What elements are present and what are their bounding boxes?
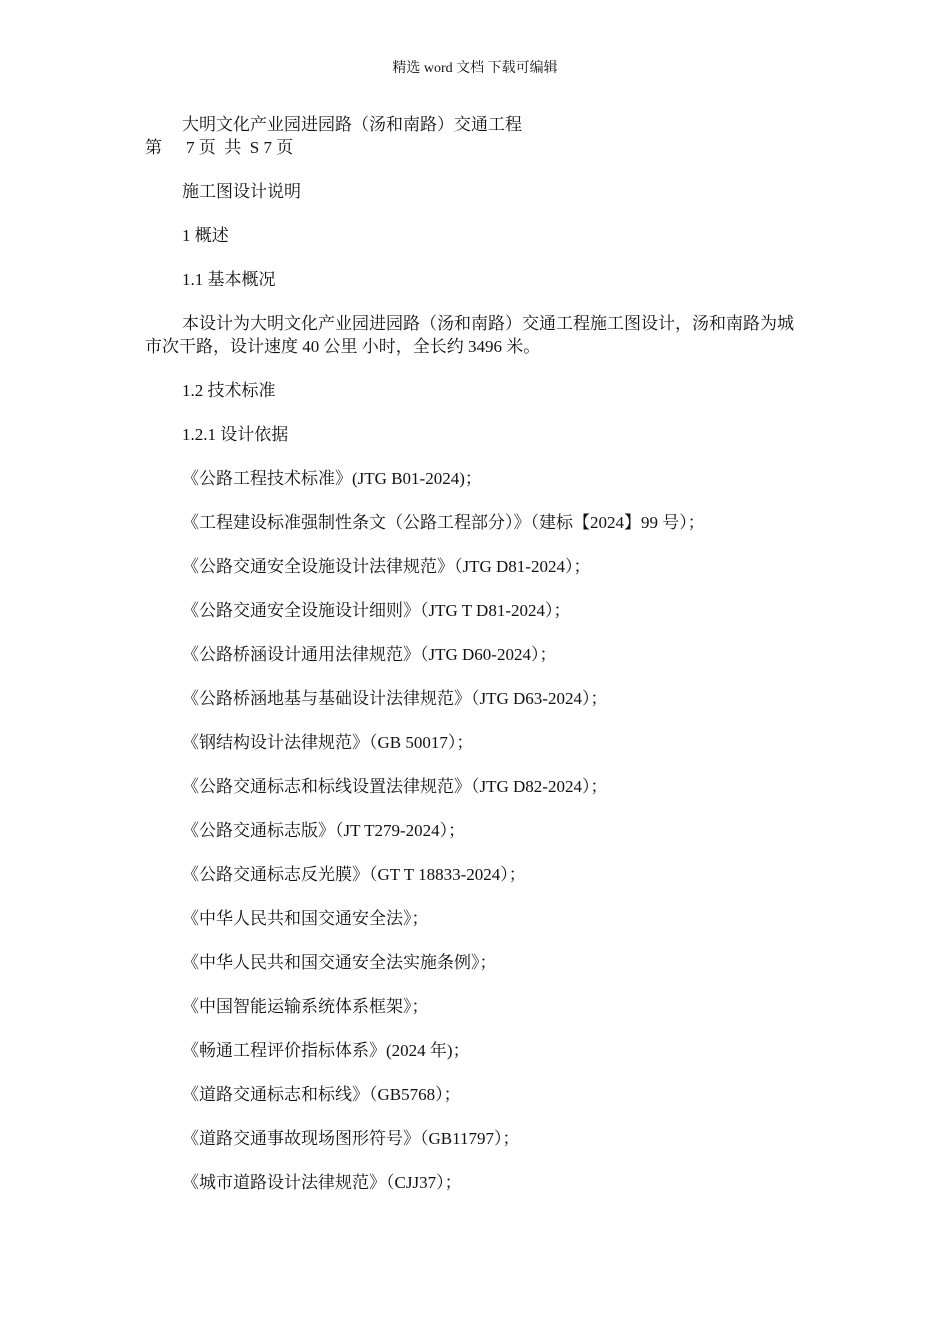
reference-item: 《中华人民共和国交通安全法实施条例》； — [182, 953, 497, 972]
reference-item: 《公路交通标志版》（JT T279-2024）； — [182, 821, 466, 840]
reference-item: 《工程建设标准强制性条文（公路工程部分）》（建标【2024】99 号）； — [182, 513, 705, 532]
section-heading-1-2: 1.2 技术标准 — [182, 381, 276, 400]
reference-item: 《公路交通标志反光膜》（GT T 18833-2024）； — [182, 865, 526, 884]
page-prefix: 第 — [145, 138, 162, 157]
reference-list — [145, 467, 805, 1194]
document-body — [145, 113, 805, 1215]
reference-item: 《公路桥涵地基与基础设计法律规范》（JTG D63-2024）； — [182, 689, 608, 708]
page-info — [145, 136, 805, 159]
page-total: S 7 页 — [249, 138, 294, 157]
page-current: 7 页 — [186, 138, 216, 157]
header-note: 精选 word 文档 下载可编辑 — [392, 61, 558, 76]
reference-item: 《道路交通事故现场图形符号》（GB11797）； — [182, 1129, 520, 1148]
reference-item: 《公路交通安全设施设计细则》（JTG T D81-2024）； — [182, 601, 571, 620]
reference-item: 《公路工程技术标准》(JTG B01-2024)； — [182, 469, 482, 488]
reference-item: 《公路桥涵设计通用法律规范》（JTG D60-2024）； — [182, 645, 557, 664]
section-heading-1: 1 概述 — [182, 226, 229, 245]
overview-paragraph: 本设计为大明文化产业园进园路（汤和南路）交通工程施工图设计，汤和南路为城市次干路，设计速度 40 公里 小时，全长约 3496 米。 — [145, 314, 794, 356]
reference-item: 《钢结构设计法律规范》（GB 50017）； — [182, 733, 474, 752]
reference-item: 《畅通工程评价指标体系》(2024 年)； — [182, 1041, 470, 1060]
reference-item: 《道路交通标志和标线》（GB5768）； — [182, 1085, 461, 1104]
section-heading-1-2-1: 1.2.1 设计依据 — [182, 425, 289, 444]
reference-item: 《中国智能运输系统体系框架》； — [182, 997, 429, 1016]
section-heading-1-1: 1.1 基本概况 — [182, 270, 276, 289]
project-title: 大明文化产业园进园路（汤和南路）交通工程 — [182, 115, 522, 134]
reference-item: 《公路交通标志和标线设置法律规范》（JTG D82-2024）； — [182, 777, 608, 796]
page-mid: 共 — [224, 138, 242, 157]
doc-title: 施工图设计说明 — [182, 182, 301, 201]
reference-item: 《城市道路设计法律规范》（CJJ37）； — [182, 1173, 462, 1192]
reference-item: 《公路交通安全设施设计法律规范》（JTG D81-2024）； — [182, 557, 591, 576]
reference-item: 《中华人民共和国交通安全法》； — [182, 909, 429, 928]
